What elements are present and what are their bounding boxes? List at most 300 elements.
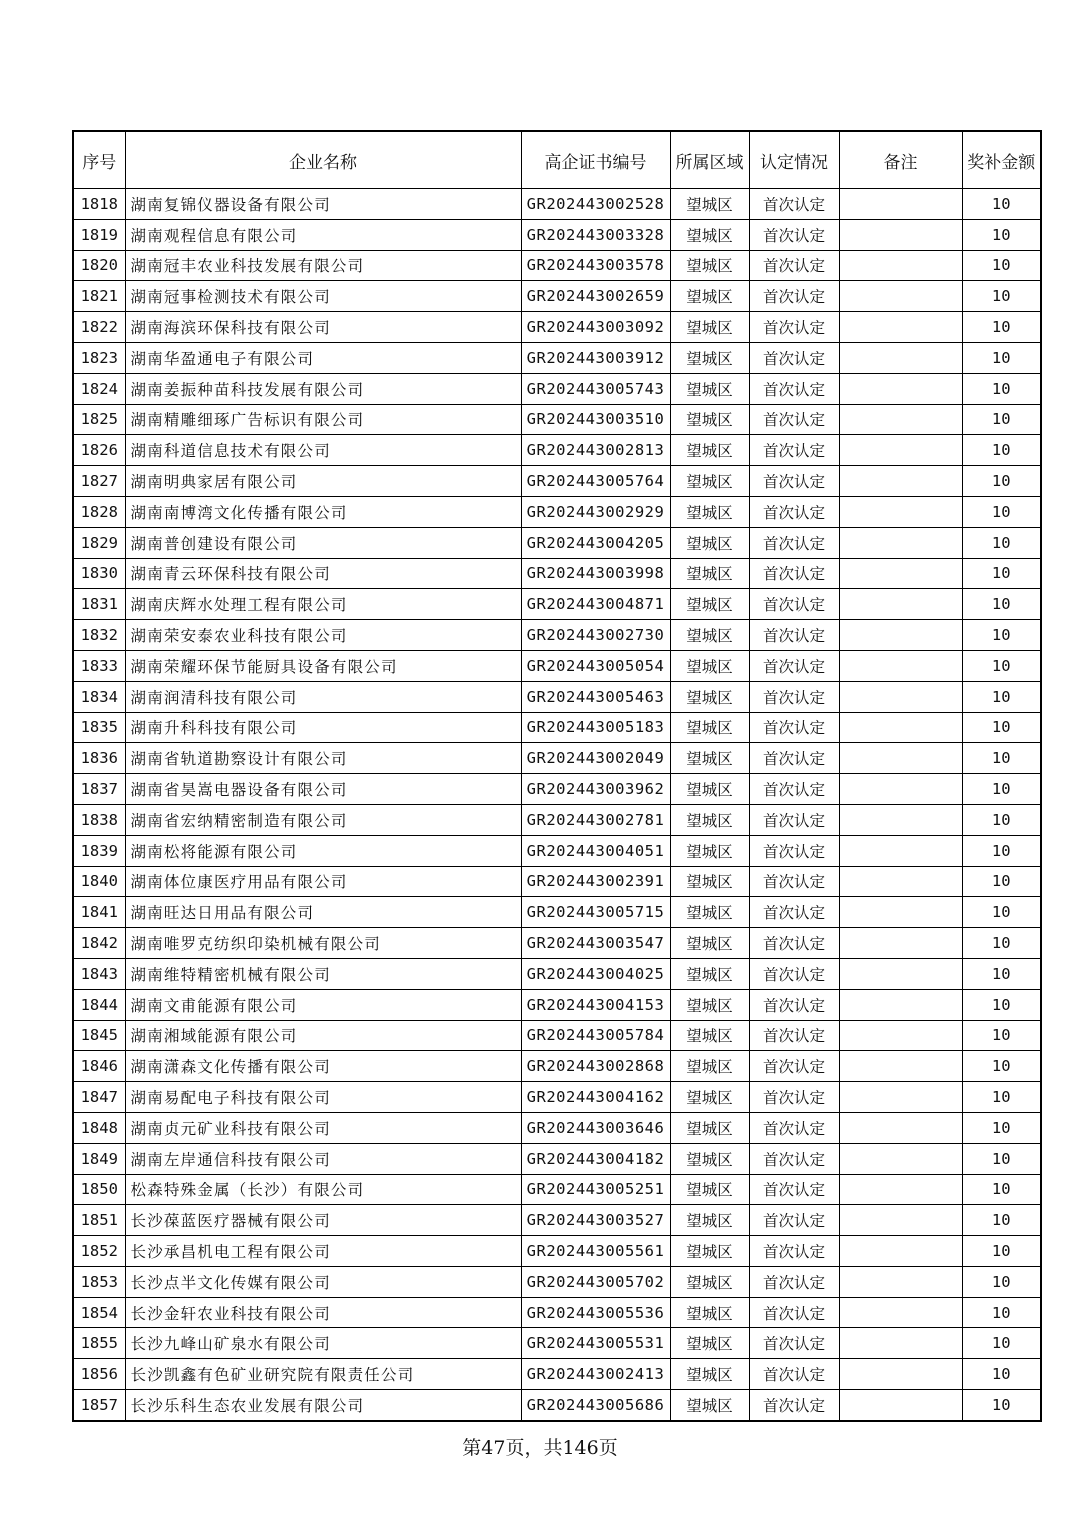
- row-serial: 1831: [73, 589, 125, 620]
- table-row: [73, 620, 1041, 651]
- table-row: [73, 250, 1041, 281]
- row-subsidy-amount: 10: [962, 373, 1041, 404]
- row-serial: 1843: [73, 958, 125, 989]
- row-region: 望城区: [670, 650, 749, 681]
- row-serial: 1844: [73, 989, 125, 1020]
- row-company-name: 湖南维特精密机械有限公司: [125, 958, 521, 989]
- row-certification-status: 首次认定: [749, 558, 839, 589]
- row-region: 望城区: [670, 342, 749, 373]
- row-serial: 1848: [73, 1112, 125, 1143]
- row-certification-status: 首次认定: [749, 373, 839, 404]
- table-row: [73, 1297, 1041, 1328]
- row-certification-status: 首次认定: [749, 435, 839, 466]
- table-row: [73, 527, 1041, 558]
- row-subsidy-amount: 10: [962, 897, 1041, 928]
- row-certification-status: 首次认定: [749, 466, 839, 497]
- row-serial: 1832: [73, 620, 125, 651]
- row-region: 望城区: [670, 1297, 749, 1328]
- row-certification-status: 首次认定: [749, 712, 839, 743]
- row-remark: [839, 620, 962, 651]
- row-certification-status: 首次认定: [749, 989, 839, 1020]
- table-row: [73, 1205, 1041, 1236]
- row-certification-status: 首次认定: [749, 1020, 839, 1051]
- row-certificate-number: GR202443002868: [521, 1051, 670, 1082]
- row-serial: 1840: [73, 866, 125, 897]
- header-region: 所属区域: [670, 131, 749, 189]
- row-subsidy-amount: 10: [962, 804, 1041, 835]
- row-company-name: 湖南旺达日用品有限公司: [125, 897, 521, 928]
- row-company-name: 长沙九峰山矿泉水有限公司: [125, 1328, 521, 1359]
- table-row: [73, 1266, 1041, 1297]
- row-region: 望城区: [670, 1205, 749, 1236]
- row-serial: 1849: [73, 1143, 125, 1174]
- row-subsidy-amount: 10: [962, 958, 1041, 989]
- row-certificate-number: GR202443004871: [521, 589, 670, 620]
- row-certification-status: 首次认定: [749, 527, 839, 558]
- row-region: 望城区: [670, 1020, 749, 1051]
- table-row: [73, 804, 1041, 835]
- row-remark: [839, 1266, 962, 1297]
- row-subsidy-amount: 10: [962, 650, 1041, 681]
- row-certification-status: 首次认定: [749, 250, 839, 281]
- row-serial: 1835: [73, 712, 125, 743]
- row-certification-status: 首次认定: [749, 1390, 839, 1421]
- table-row: [73, 312, 1041, 343]
- row-company-name: 湖南青云环保科技有限公司: [125, 558, 521, 589]
- row-remark: [839, 774, 962, 805]
- row-certification-status: 首次认定: [749, 1359, 839, 1390]
- row-serial: 1855: [73, 1328, 125, 1359]
- row-certification-status: 首次认定: [749, 281, 839, 312]
- row-region: 望城区: [670, 897, 749, 928]
- row-certificate-number: GR202443002659: [521, 281, 670, 312]
- row-region: 望城区: [670, 804, 749, 835]
- row-subsidy-amount: 10: [962, 1112, 1041, 1143]
- row-certification-status: 首次认定: [749, 1236, 839, 1267]
- row-subsidy-amount: 10: [962, 435, 1041, 466]
- row-company-name: 湖南荣安泰农业科技有限公司: [125, 620, 521, 651]
- row-company-name: 湖南左岸通信科技有限公司: [125, 1143, 521, 1174]
- row-serial: 1824: [73, 373, 125, 404]
- row-certification-status: 首次认定: [749, 804, 839, 835]
- row-remark: [839, 496, 962, 527]
- row-remark: [839, 1082, 962, 1113]
- row-remark: [839, 989, 962, 1020]
- table-row: [73, 958, 1041, 989]
- row-company-name: 湖南省昊嵩电器设备有限公司: [125, 774, 521, 805]
- row-company-name: 湖南升科科技有限公司: [125, 712, 521, 743]
- table-row: [73, 435, 1041, 466]
- row-subsidy-amount: 10: [962, 866, 1041, 897]
- row-company-name: 湖南姜振种苗科技发展有限公司: [125, 373, 521, 404]
- row-subsidy-amount: 10: [962, 466, 1041, 497]
- row-company-name: 湖南省轨道勘察设计有限公司: [125, 743, 521, 774]
- row-subsidy-amount: 10: [962, 1328, 1041, 1359]
- row-company-name: 湖南冠事检测技术有限公司: [125, 281, 521, 312]
- row-serial: 1853: [73, 1266, 125, 1297]
- row-certification-status: 首次认定: [749, 1051, 839, 1082]
- table-row: [73, 589, 1041, 620]
- row-subsidy-amount: 10: [962, 1051, 1041, 1082]
- table-row: [73, 1112, 1041, 1143]
- table-row: [73, 1020, 1041, 1051]
- table-row: [73, 897, 1041, 928]
- row-region: 望城区: [670, 774, 749, 805]
- row-remark: [839, 466, 962, 497]
- table-row: [73, 1174, 1041, 1205]
- row-certificate-number: GR202443005183: [521, 712, 670, 743]
- row-remark: [839, 373, 962, 404]
- row-subsidy-amount: 10: [962, 743, 1041, 774]
- row-certification-status: 首次认定: [749, 650, 839, 681]
- row-certificate-number: GR202443004182: [521, 1143, 670, 1174]
- row-certification-status: 首次认定: [749, 958, 839, 989]
- row-certification-status: 首次认定: [749, 681, 839, 712]
- row-company-name: 湖南荣耀环保节能厨具设备有限公司: [125, 650, 521, 681]
- table-row: [73, 373, 1041, 404]
- row-certificate-number: GR202443003092: [521, 312, 670, 343]
- row-serial: 1820: [73, 250, 125, 281]
- row-subsidy-amount: 10: [962, 989, 1041, 1020]
- row-subsidy-amount: 10: [962, 1174, 1041, 1205]
- row-company-name: 湖南省宏纳精密制造有限公司: [125, 804, 521, 835]
- row-certificate-number: GR202443003510: [521, 404, 670, 435]
- row-subsidy-amount: 10: [962, 1082, 1041, 1113]
- row-certificate-number: GR202443004205: [521, 527, 670, 558]
- row-serial: 1836: [73, 743, 125, 774]
- row-subsidy-amount: 10: [962, 620, 1041, 651]
- row-certificate-number: GR202443003998: [521, 558, 670, 589]
- row-serial: 1818: [73, 189, 125, 220]
- header-serial: 序号: [73, 131, 125, 189]
- row-subsidy-amount: 10: [962, 1359, 1041, 1390]
- row-region: 望城区: [670, 404, 749, 435]
- row-certification-status: 首次认定: [749, 835, 839, 866]
- table-row: [73, 681, 1041, 712]
- row-certification-status: 首次认定: [749, 1082, 839, 1113]
- enterprise-table: [72, 130, 1042, 1422]
- row-certification-status: 首次认定: [749, 1297, 839, 1328]
- row-certification-status: 首次认定: [749, 342, 839, 373]
- row-subsidy-amount: 10: [962, 835, 1041, 866]
- row-region: 望城区: [670, 1236, 749, 1267]
- row-remark: [839, 1112, 962, 1143]
- row-region: 望城区: [670, 835, 749, 866]
- row-subsidy-amount: 10: [962, 1297, 1041, 1328]
- row-region: 望城区: [670, 312, 749, 343]
- row-remark: [839, 804, 962, 835]
- row-certification-status: 首次认定: [749, 189, 839, 220]
- row-certification-status: 首次认定: [749, 620, 839, 651]
- row-region: 望城区: [670, 281, 749, 312]
- row-region: 望城区: [670, 1112, 749, 1143]
- row-subsidy-amount: 10: [962, 774, 1041, 805]
- row-certificate-number: GR202443005743: [521, 373, 670, 404]
- row-serial: 1829: [73, 527, 125, 558]
- row-certification-status: 首次认定: [749, 1143, 839, 1174]
- row-remark: [839, 1328, 962, 1359]
- row-certificate-number: GR202443003578: [521, 250, 670, 281]
- row-remark: [839, 1205, 962, 1236]
- row-serial: 1828: [73, 496, 125, 527]
- row-serial: 1838: [73, 804, 125, 835]
- row-subsidy-amount: 10: [962, 281, 1041, 312]
- row-company-name: 长沙乐科生态农业发展有限公司: [125, 1390, 521, 1421]
- row-certificate-number: GR202443002813: [521, 435, 670, 466]
- row-company-name: 湖南冠丰农业科技发展有限公司: [125, 250, 521, 281]
- row-subsidy-amount: 10: [962, 250, 1041, 281]
- row-remark: [839, 281, 962, 312]
- row-certificate-number: GR202443003912: [521, 342, 670, 373]
- row-certificate-number: GR202443003547: [521, 928, 670, 959]
- row-subsidy-amount: 10: [962, 404, 1041, 435]
- row-certificate-number: GR202443005702: [521, 1266, 670, 1297]
- row-region: 望城区: [670, 1328, 749, 1359]
- row-subsidy-amount: 10: [962, 219, 1041, 250]
- row-remark: [839, 527, 962, 558]
- table-row: [73, 1143, 1041, 1174]
- row-region: 望城区: [670, 620, 749, 651]
- row-region: 望城区: [670, 958, 749, 989]
- row-serial: 1846: [73, 1051, 125, 1082]
- header-remark: 备注: [839, 131, 962, 189]
- header-certification-status: 认定情况: [749, 131, 839, 189]
- row-certification-status: 首次认定: [749, 1205, 839, 1236]
- row-certificate-number: GR202443004153: [521, 989, 670, 1020]
- table-row: [73, 1082, 1041, 1113]
- row-company-name: 长沙凯鑫有色矿业研究院有限责任公司: [125, 1359, 521, 1390]
- row-region: 望城区: [670, 1266, 749, 1297]
- table-header-row: [73, 131, 1041, 189]
- row-certificate-number: GR202443002413: [521, 1359, 670, 1390]
- row-company-name: 湖南贞元矿业科技有限公司: [125, 1112, 521, 1143]
- row-certificate-number: GR202443004051: [521, 835, 670, 866]
- row-region: 望城区: [670, 496, 749, 527]
- table-row: [73, 342, 1041, 373]
- row-company-name: 长沙金轩农业科技有限公司: [125, 1297, 521, 1328]
- row-serial: 1847: [73, 1082, 125, 1113]
- row-certificate-number: GR202443005536: [521, 1297, 670, 1328]
- row-company-name: 湖南普创建设有限公司: [125, 527, 521, 558]
- row-remark: [839, 1051, 962, 1082]
- row-certification-status: 首次认定: [749, 928, 839, 959]
- row-remark: [839, 1297, 962, 1328]
- row-certification-status: 首次认定: [749, 897, 839, 928]
- row-company-name: 湖南润清科技有限公司: [125, 681, 521, 712]
- row-certification-status: 首次认定: [749, 866, 839, 897]
- row-company-name: 湖南复锦仪器设备有限公司: [125, 189, 521, 220]
- row-remark: [839, 342, 962, 373]
- row-region: 望城区: [670, 989, 749, 1020]
- row-serial: 1825: [73, 404, 125, 435]
- row-subsidy-amount: 10: [962, 712, 1041, 743]
- row-remark: [839, 312, 962, 343]
- row-remark: [839, 958, 962, 989]
- row-region: 望城区: [670, 466, 749, 497]
- row-remark: [839, 435, 962, 466]
- row-serial: 1841: [73, 897, 125, 928]
- row-remark: [839, 189, 962, 220]
- row-region: 望城区: [670, 1051, 749, 1082]
- row-certificate-number: GR202443005686: [521, 1390, 670, 1421]
- table-row: [73, 712, 1041, 743]
- row-certification-status: 首次认定: [749, 219, 839, 250]
- row-company-name: 长沙承昌机电工程有限公司: [125, 1236, 521, 1267]
- row-company-name: 长沙葆蓝医疗器械有限公司: [125, 1205, 521, 1236]
- row-certificate-number: GR202443005784: [521, 1020, 670, 1051]
- row-serial: 1854: [73, 1297, 125, 1328]
- row-subsidy-amount: 10: [962, 681, 1041, 712]
- row-serial: 1837: [73, 774, 125, 805]
- row-remark: [839, 404, 962, 435]
- row-certificate-number: GR202443005561: [521, 1236, 670, 1267]
- row-remark: [839, 250, 962, 281]
- row-certification-status: 首次认定: [749, 589, 839, 620]
- row-company-name: 湖南潇森文化传播有限公司: [125, 1051, 521, 1082]
- row-remark: [839, 681, 962, 712]
- row-serial: 1850: [73, 1174, 125, 1205]
- row-subsidy-amount: 10: [962, 589, 1041, 620]
- table-row: [73, 1051, 1041, 1082]
- row-certification-status: 首次认定: [749, 312, 839, 343]
- row-remark: [839, 743, 962, 774]
- row-serial: 1821: [73, 281, 125, 312]
- row-certification-status: 首次认定: [749, 1328, 839, 1359]
- row-company-name: 湖南南博湾文化传播有限公司: [125, 496, 521, 527]
- row-certificate-number: GR202443003646: [521, 1112, 670, 1143]
- table-row: [73, 1390, 1041, 1421]
- row-subsidy-amount: 10: [962, 342, 1041, 373]
- row-remark: [839, 1236, 962, 1267]
- header-company-name: 企业名称: [125, 131, 521, 189]
- table-row: [73, 1328, 1041, 1359]
- row-certificate-number: GR202443005764: [521, 466, 670, 497]
- table-row: [73, 1236, 1041, 1267]
- table-row: [73, 281, 1041, 312]
- row-remark: [839, 219, 962, 250]
- row-certificate-number: GR202443003962: [521, 774, 670, 805]
- row-certificate-number: GR202443003328: [521, 219, 670, 250]
- row-region: 望城区: [670, 1359, 749, 1390]
- row-region: 望城区: [670, 558, 749, 589]
- table-row: [73, 743, 1041, 774]
- row-remark: [839, 866, 962, 897]
- row-serial: 1822: [73, 312, 125, 343]
- row-region: 望城区: [670, 219, 749, 250]
- row-company-name: 湖南海滨环保科技有限公司: [125, 312, 521, 343]
- table-row: [73, 466, 1041, 497]
- table-row: [73, 1359, 1041, 1390]
- row-serial: 1852: [73, 1236, 125, 1267]
- row-subsidy-amount: 10: [962, 312, 1041, 343]
- row-region: 望城区: [670, 866, 749, 897]
- row-company-name: 湖南庆辉水处理工程有限公司: [125, 589, 521, 620]
- row-region: 望城区: [670, 435, 749, 466]
- row-company-name: 湖南观程信息有限公司: [125, 219, 521, 250]
- row-remark: [839, 650, 962, 681]
- row-serial: 1834: [73, 681, 125, 712]
- row-subsidy-amount: 10: [962, 527, 1041, 558]
- row-remark: [839, 928, 962, 959]
- row-serial: 1819: [73, 219, 125, 250]
- row-region: 望城区: [670, 1390, 749, 1421]
- row-remark: [839, 1174, 962, 1205]
- row-region: 望城区: [670, 681, 749, 712]
- row-serial: 1839: [73, 835, 125, 866]
- row-subsidy-amount: 10: [962, 1205, 1041, 1236]
- row-region: 望城区: [670, 250, 749, 281]
- row-remark: [839, 1143, 962, 1174]
- table-row: [73, 496, 1041, 527]
- row-serial: 1842: [73, 928, 125, 959]
- row-company-name: 湖南精雕细琢广告标识有限公司: [125, 404, 521, 435]
- table-row: [73, 928, 1041, 959]
- table-row: [73, 989, 1041, 1020]
- row-company-name: 长沙点半文化传媒有限公司: [125, 1266, 521, 1297]
- row-certificate-number: GR202443002730: [521, 620, 670, 651]
- header-certificate-number: 高企证书编号: [521, 131, 670, 189]
- table-row: [73, 404, 1041, 435]
- row-certificate-number: GR202443005531: [521, 1328, 670, 1359]
- row-remark: [839, 897, 962, 928]
- row-subsidy-amount: 10: [962, 496, 1041, 527]
- table-row: [73, 189, 1041, 220]
- row-company-name: 湖南文甫能源有限公司: [125, 989, 521, 1020]
- row-region: 望城区: [670, 928, 749, 959]
- page-footer: 第47页，共146页: [462, 1437, 618, 1459]
- row-company-name: 湖南科道信息技术有限公司: [125, 435, 521, 466]
- row-serial: 1833: [73, 650, 125, 681]
- row-certificate-number: GR202443005251: [521, 1174, 670, 1205]
- row-company-name: 湖南湘域能源有限公司: [125, 1020, 521, 1051]
- row-company-name: 湖南易配电子科技有限公司: [125, 1082, 521, 1113]
- table-row: [73, 835, 1041, 866]
- row-certification-status: 首次认定: [749, 1174, 839, 1205]
- row-certificate-number: GR202443002391: [521, 866, 670, 897]
- row-remark: [839, 712, 962, 743]
- row-region: 望城区: [670, 527, 749, 558]
- row-remark: [839, 1359, 962, 1390]
- row-company-name: 松森特殊金属（长沙）有限公司: [125, 1174, 521, 1205]
- row-serial: 1827: [73, 466, 125, 497]
- row-certificate-number: GR202443002528: [521, 189, 670, 220]
- row-region: 望城区: [670, 1082, 749, 1113]
- row-certificate-number: GR202443002781: [521, 804, 670, 835]
- row-region: 望城区: [670, 1174, 749, 1205]
- row-certificate-number: GR202443005463: [521, 681, 670, 712]
- row-certification-status: 首次认定: [749, 404, 839, 435]
- row-serial: 1851: [73, 1205, 125, 1236]
- row-company-name: 湖南唯罗克纺织印染机械有限公司: [125, 928, 521, 959]
- row-remark: [839, 1390, 962, 1421]
- row-remark: [839, 835, 962, 866]
- row-certificate-number: GR202443005715: [521, 897, 670, 928]
- row-region: 望城区: [670, 1143, 749, 1174]
- row-subsidy-amount: 10: [962, 1236, 1041, 1267]
- row-certification-status: 首次认定: [749, 774, 839, 805]
- row-remark: [839, 558, 962, 589]
- row-company-name: 湖南松将能源有限公司: [125, 835, 521, 866]
- row-region: 望城区: [670, 589, 749, 620]
- row-region: 望城区: [670, 743, 749, 774]
- table-row: [73, 219, 1041, 250]
- row-region: 望城区: [670, 189, 749, 220]
- row-subsidy-amount: 10: [962, 928, 1041, 959]
- row-certification-status: 首次认定: [749, 496, 839, 527]
- row-certification-status: 首次认定: [749, 743, 839, 774]
- row-serial: 1845: [73, 1020, 125, 1051]
- row-certificate-number: GR202443005054: [521, 650, 670, 681]
